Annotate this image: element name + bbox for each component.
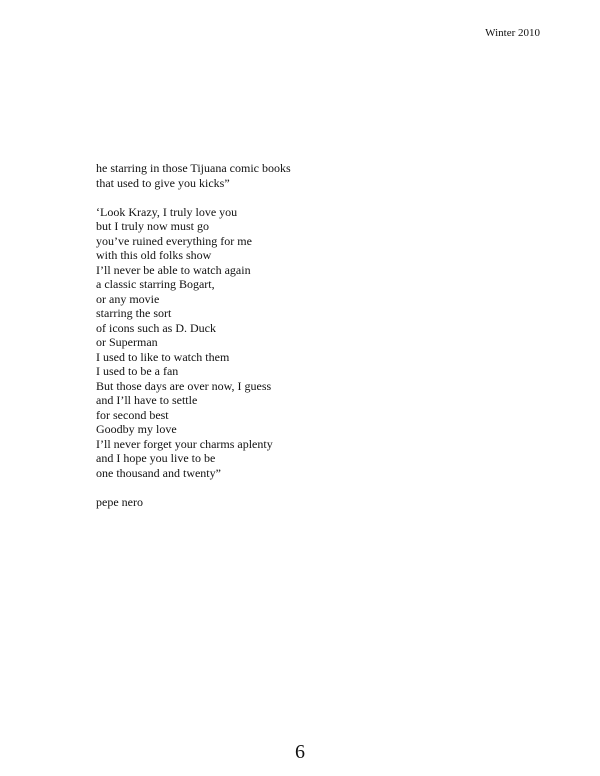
stanza-1: [96, 161, 516, 190]
poem-line: you’ve ruined everything for me: [96, 233, 252, 248]
poem-line: but I truly now must go: [96, 219, 209, 233]
poem-line: ‘Look Krazy, I truly love you: [96, 204, 238, 219]
author-signature: pepe nero: [96, 494, 143, 509]
issue-header: Winter 2010: [485, 27, 540, 39]
poem-line: or Superman: [96, 335, 158, 349]
poem-line: But those days are over now, I guess: [96, 378, 272, 393]
poem-line: and I’ll have to settle: [96, 393, 198, 407]
poem-line: he starring in those Tijuana comic books: [96, 161, 291, 175]
poem-line: Goodby my love: [96, 422, 177, 436]
poem-line: a classic starring Bogart,: [96, 277, 215, 291]
poem-line: one thousand and twenty”: [96, 465, 221, 480]
poem-line: I’ll never be able to watch again: [96, 262, 251, 277]
stanza-2: [96, 205, 516, 481]
poem-line: starring the sort: [96, 306, 172, 320]
poem-line: I’ll never forget your charms aplenty: [96, 436, 273, 451]
poem-line: with this old folks show: [96, 248, 212, 262]
poem-line: and I hope you live to be: [96, 451, 216, 465]
poem-line: or any movie: [96, 291, 160, 306]
poem-line: I used to be a fan: [96, 364, 179, 378]
page-number: 6: [295, 741, 305, 763]
poem-line: that used to give you kicks”: [96, 175, 230, 190]
poem-line: I used to like to watch them: [96, 349, 230, 364]
poem-line: for second best: [96, 407, 169, 422]
poem-line: of icons such as D. Duck: [96, 320, 216, 335]
poem-body: [96, 161, 516, 509]
